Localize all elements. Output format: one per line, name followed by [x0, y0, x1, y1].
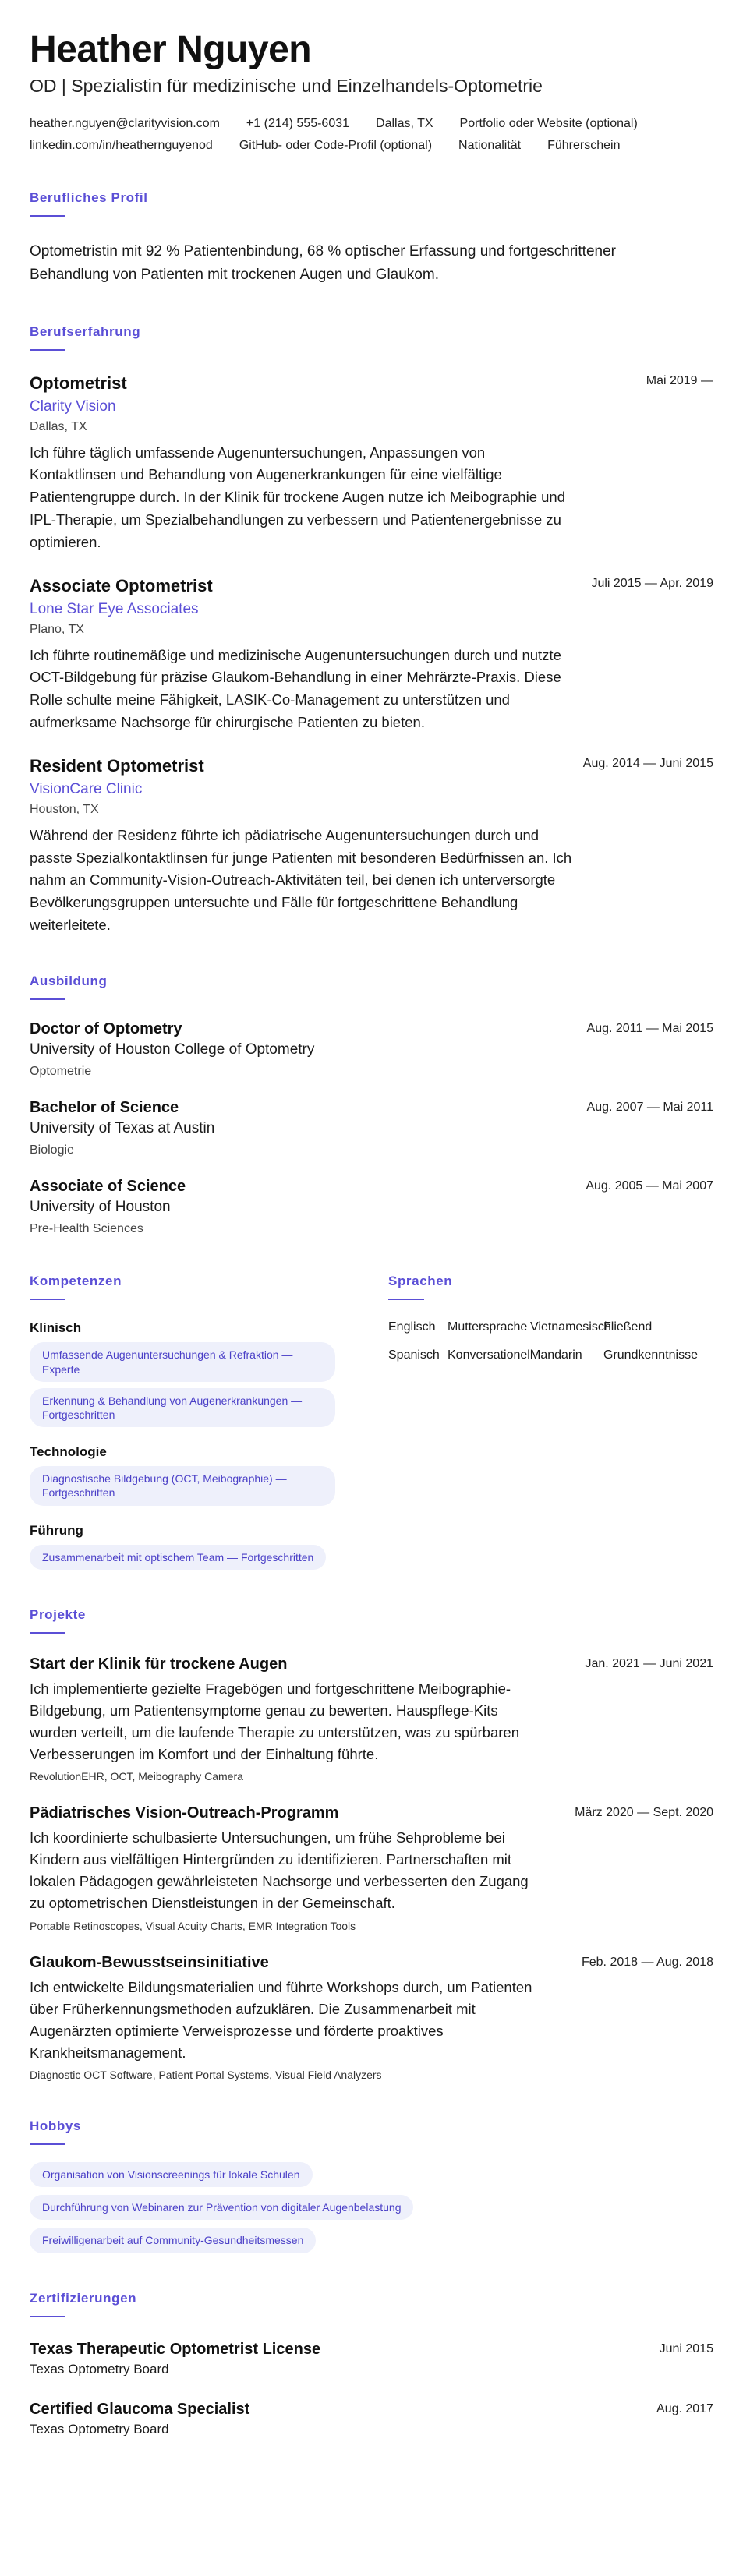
skill-pill: Diagnostische Bildgebung (OCT, Meibographie) — Fortgeschritten: [30, 1466, 335, 1505]
experience-section: [30, 324, 713, 936]
project-name: Glaukom-Bewusstseinsinitiative: [30, 1953, 269, 1971]
hobby-pill: Freiwilligenarbeit auf Community-Gesundheitsmessen: [30, 2228, 316, 2253]
job-company: Lone Star Eye Associates: [30, 600, 199, 617]
section-title: Ausbildung: [30, 974, 108, 989]
project-item: [30, 1954, 713, 2081]
projects-section: [30, 1607, 713, 2081]
section-divider: [30, 2143, 65, 2145]
language-name: Mandarin: [530, 1348, 582, 1362]
certification-issuer: Texas Optometry Board: [30, 2361, 169, 2376]
language-name: Vietnamesisch: [530, 1320, 611, 1334]
contact-license: Führerschein: [547, 139, 621, 153]
job-company: VisionCare Clinic: [30, 781, 143, 798]
job-date: Aug. 2014 — Juni 2015: [582, 757, 713, 771]
languages-section: [388, 1274, 713, 1569]
section-divider: [30, 1299, 65, 1300]
job-title: Optometrist: [30, 373, 127, 394]
school: University of Houston: [30, 1199, 171, 1216]
experience-item: [30, 755, 713, 936]
job-description: Während der Residenz führte ich pädiatrische Augenuntersuchungen durch und passte Spezialkontaktlinsen für junge Patienten mit besonderen Bedürfnissen an. Ich nahm an Community-Vision-Outreach-Aktivitäten teil, bei denen ich unterversorgte Bevölkerungsgruppen untersuchte und Fälle für fortgeschrittene Behandlung weiterleitete.: [30, 827, 572, 933]
job-date: Mai 2019 —: [646, 374, 713, 388]
education-section: [30, 974, 713, 1236]
school: University of Houston College of Optometry: [30, 1041, 315, 1058]
section-divider: [30, 349, 65, 351]
field-of-study: Pre-Health Sciences: [30, 1222, 143, 1236]
project-tech: Portable Retinoscopes, Visual Acuity Charts, EMR Integration Tools: [30, 1919, 356, 1932]
education-item: [30, 1178, 713, 1236]
education-item: [30, 1020, 713, 1079]
certification-date: Aug. 2017: [656, 2401, 713, 2415]
candidate-subtitle: OD | Spezialistin für medizinische und Einzelhandels-Optometrie: [30, 76, 543, 97]
degree: Associate of Science: [30, 1178, 186, 1196]
project-description: Ich koordinierte schulbasierte Untersuchungen, um frühe Sehprobleme bei Kindern aus vielfältigen Hintergründen zu identifizieren. Partnerschaften mit lokalen Pädagogen gewährleisteten Nachsorge und verbesserten den Zugang zu optometrischen Dienstleistungen in der Gemeinschaft.: [30, 1829, 529, 1912]
skill-pill: Zusammenarbeit mit optischem Team — Fortgeschritten: [30, 1545, 326, 1570]
profile-summary: Optometristin mit 92 % Patientenbindung, 68 % optischer Erfassung und fortgeschrittener Behandlung von Patienten mit trockenen Augen und Glaukom.: [30, 243, 616, 284]
contact-nationality: Nationalität: [458, 139, 522, 153]
project-item: [30, 1804, 713, 1931]
language-list: [388, 1320, 713, 1362]
hobby-pill: Organisation von Visionscreenings für lokale Schulen: [30, 2162, 313, 2187]
project-date: März 2020 — Sept. 2020: [575, 1806, 713, 1820]
job-location: Dallas, TX: [30, 419, 87, 433]
certifications-section: [30, 2291, 713, 2437]
job-location: Houston, TX: [30, 803, 99, 817]
language-level: Konversationell: [448, 1348, 533, 1362]
project-date: Jan. 2021 — Juni 2021: [585, 1656, 713, 1670]
contact-phone[interactable]: +1 (214) 555-6031: [246, 117, 350, 131]
language-name: Englisch: [388, 1320, 436, 1334]
contact-location: Dallas, TX: [376, 117, 433, 131]
degree: Bachelor of Science: [30, 1099, 179, 1117]
section-divider: [30, 2316, 65, 2317]
certification-date: Juni 2015: [659, 2341, 713, 2355]
hobby-pill: Durchführung von Webinaren zur Prävention von digitaler Augenbelastung: [30, 2195, 413, 2220]
skill-category: Führung: [30, 1522, 83, 1538]
skills-languages-row: [30, 1274, 713, 1569]
skill-pill: Umfassende Augenuntersuchungen & Refraktion — Experte: [30, 1342, 335, 1381]
certification-issuer: Texas Optometry Board: [30, 2421, 169, 2436]
contact-github[interactable]: GitHub- oder Code-Profil (optional): [239, 139, 433, 153]
section-title: Kompetenzen: [30, 1274, 122, 1289]
contact-info: [30, 117, 700, 153]
project-name: Start der Klinik für trockene Augen: [30, 1655, 288, 1673]
project-description: Ich entwickelte Bildungsmaterialien und führte Workshops durch, um Patienten über Früherkennungsmethoden aufzuklären. Die Zusammenarbeit mit Augenärzten optimierte Verweisprozesse und förderte proaktives Krankheitsmanagement.: [30, 1978, 532, 2061]
project-date: Feb. 2018 — Aug. 2018: [581, 1955, 713, 1969]
field-of-study: Biologie: [30, 1143, 74, 1157]
project-tech: RevolutionEHR, OCT, Meibography Camera: [30, 1770, 243, 1783]
certification-name: Texas Therapeutic Optometrist License: [30, 2340, 321, 2358]
project-item: [30, 1655, 713, 1783]
certification-item: [30, 2401, 713, 2437]
certification-item: [30, 2341, 713, 2377]
project-name: Pädiatrisches Vision-Outreach-Programm: [30, 1804, 339, 1822]
section-title: Projekte: [30, 1606, 86, 1622]
skill-pill: Erkennung & Behandlung von Augenerkrankungen — Fortgeschritten: [30, 1388, 335, 1427]
contact-linkedin[interactable]: linkedin.com/in/heathernguyenod: [30, 139, 213, 153]
contact-portfolio[interactable]: Portfolio oder Website (optional): [459, 117, 638, 131]
education-date: Aug. 2005 — Mai 2007: [586, 1179, 713, 1193]
project-tech: Diagnostic OCT Software, Patient Portal Systems, Visual Field Analyzers: [30, 2069, 382, 2082]
section-title: Berufliches Profil: [30, 190, 148, 206]
degree: Doctor of Optometry: [30, 1020, 182, 1038]
language-level: Muttersprache: [448, 1320, 528, 1334]
section-title: Berufserfahrung: [30, 324, 141, 340]
hobby-list: [30, 2162, 713, 2253]
language-level: Fließend: [603, 1320, 653, 1334]
language-level: Grundkenntnisse: [603, 1348, 698, 1362]
section-divider: [30, 998, 65, 1000]
project-description: Ich implementierte gezielte Fragebögen und fortgeschrittene Meibographie-Bildgebung, um Patientensymptome genau zu bewerten. Hauspflege-Kits wurden verteilt, um die laufende Therapie zu unterstützen, was zu spürbaren Verbesserungen im Komfort und der Einhaltung führte.: [30, 1680, 519, 1763]
job-company: Clarity Vision: [30, 398, 116, 415]
section-divider: [30, 215, 65, 217]
language-name: Spanisch: [388, 1348, 440, 1362]
job-title: Resident Optometrist: [30, 756, 204, 776]
section-title: Sprachen: [388, 1274, 453, 1289]
job-description: Ich führte routinemäßige und medizinische Augenuntersuchungen durch und nutzte OCT-Bildgebung für präzise Glaukom-Behandlung in einer Mehrärzte-Praxis. Diese Rolle schulte meine Fähigkeit, LASIK-Co-Management zu unterstützen und aufmerksame Nachsorge für chirurgische Patienten zu bieten.: [30, 646, 561, 730]
certification-name: Certified Glaucoma Specialist: [30, 2400, 250, 2418]
skill-category: Technologie: [30, 1444, 107, 1460]
school: University of Texas at Austin: [30, 1120, 215, 1137]
job-title: Associate Optometrist: [30, 576, 213, 596]
section-title: Zertifizierungen: [30, 2290, 137, 2306]
job-date: Juli 2015 — Apr. 2019: [591, 577, 713, 591]
experience-item: [30, 373, 713, 553]
profile-section: [30, 190, 713, 287]
education-date: Aug. 2007 — Mai 2011: [586, 1101, 713, 1115]
job-description: Ich führe täglich umfassende Augenuntersuchungen, Anpassungen von Kontaktlinsen und Behandlung von Augenerkrankungen für eine vielfältige Patientengruppe durch. In der Klinik für trockene Augen nutze ich Meibographie und IPL-Therapie, um Spezialbehandlungen zu verbessern und Patientenergebnisse zu optimieren.: [30, 443, 566, 550]
section-title: Hobbys: [30, 2118, 81, 2134]
education-date: Aug. 2011 — Mai 2015: [586, 1022, 713, 1036]
job-location: Plano, TX: [30, 622, 84, 636]
education-item: [30, 1099, 713, 1157]
field-of-study: Optometrie: [30, 1065, 92, 1079]
section-divider: [30, 1632, 65, 1634]
skill-category: Klinisch: [30, 1320, 82, 1336]
experience-item: [30, 575, 713, 733]
skills-section: [30, 1274, 357, 1569]
contact-email[interactable]: heather.nguyen@clarityvision.com: [30, 117, 220, 131]
candidate-name: Heather Nguyen: [30, 29, 312, 70]
section-divider: [388, 1299, 424, 1300]
hobbies-section: [30, 2118, 713, 2253]
